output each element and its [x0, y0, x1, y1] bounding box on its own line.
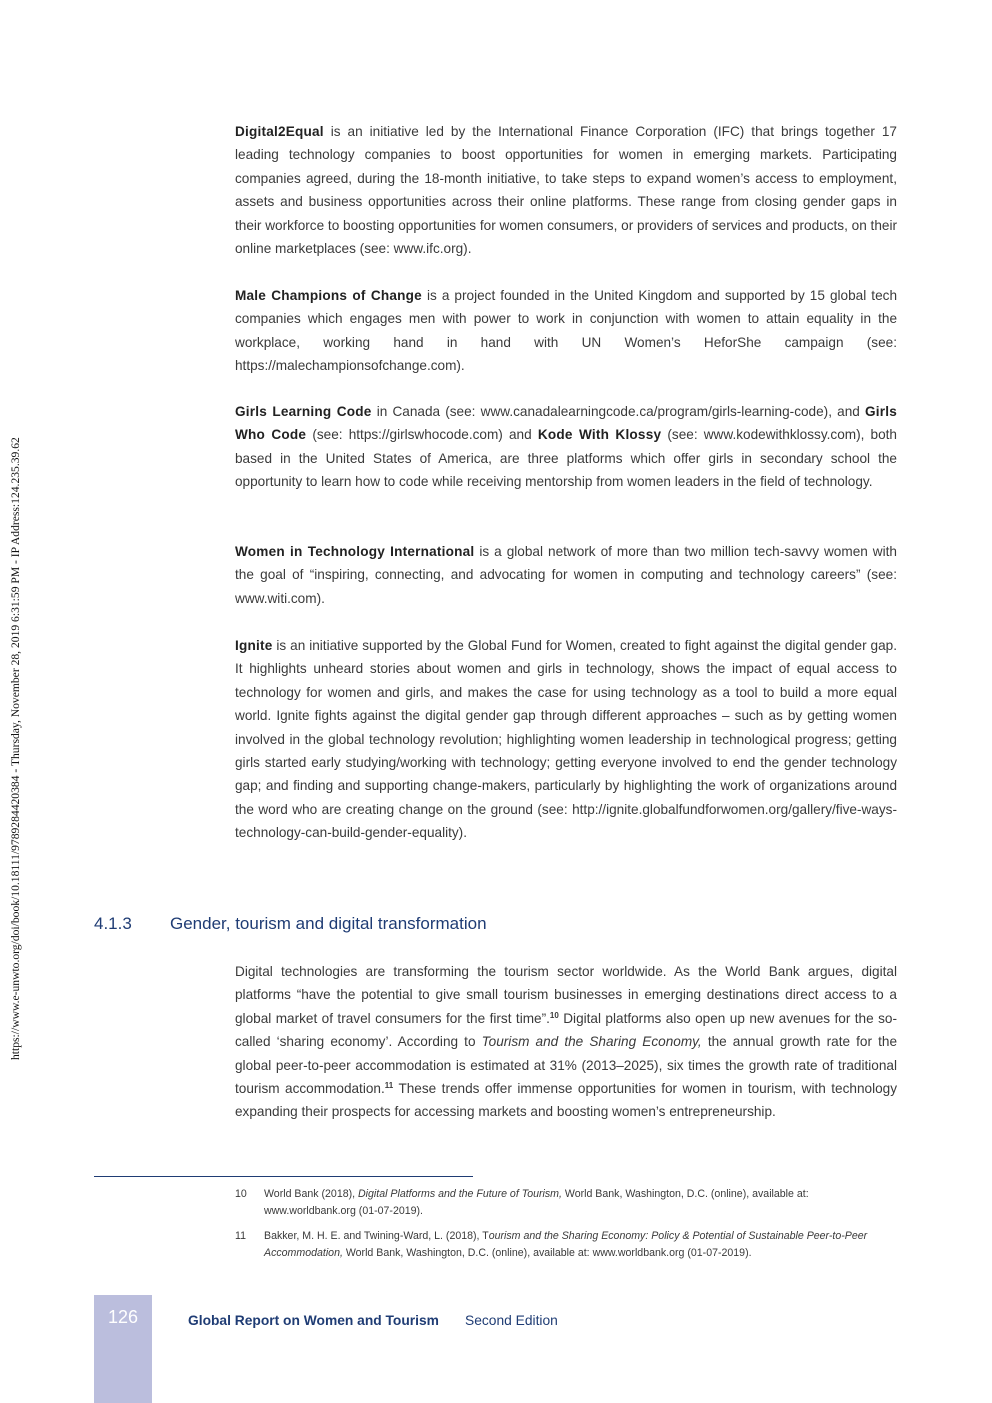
paragraph-lead: Girls Learning Code	[235, 404, 372, 419]
footnote-italic: ourism and the Sharing Economy: Policy & Potential of Sustainable Peer-to-Peer Accommodation,	[264, 1230, 868, 1259]
footnote-text-pre: World Bank (2018),	[264, 1188, 359, 1200]
page-number-tab	[94, 1295, 152, 1403]
footnote-10	[235, 1186, 897, 1219]
footnote-11	[235, 1228, 897, 1261]
paragraph-text: is a project founded in the United Kingdom and supported by 15 global tech companies which engages men with power to work in conjunction with women to attain equality in the workplace, working hand in hand with UN Women’s HeforShe campaign (see: https://malechampionsofchange.com).	[235, 288, 897, 374]
download-watermark: https://www.e-unwto.org/doi/book/10.18111/9789284420384 - Thursday, November 28, 2019 6:31:59 PM - IP Address:124.235.39.62	[9, 437, 22, 1060]
section-body	[235, 960, 897, 1124]
body-text: the annual growth rate for the global peer-to-peer accommodation is estimated at 31% (2013–2025), six times the growth rate of traditional tourism accommodation.	[235, 1034, 898, 1097]
footer-edition: Second Edition	[465, 1313, 558, 1328]
paragraph-digital2equal	[235, 120, 897, 260]
paragraph-lead: Women in Technology International	[235, 544, 475, 559]
paragraph-lead: Ignite	[235, 638, 273, 653]
paragraph-text: in Canada (see: www.canadalearningcode.ca/program/girls-learning-code), and	[371, 404, 866, 419]
body-italic: Tourism and the Sharing Economy,	[481, 1034, 702, 1050]
page-number: 126	[107, 1307, 139, 1327]
footnote-number: 11	[235, 1230, 246, 1242]
footnote-ref: 10	[549, 1010, 559, 1020]
paragraph-text: is an initiative led by the International Finance Corporation (IFC) that brings together 17 leading technology companies to boost opportunities for women in emerging markets. Participating companies agreed, during the 18-month initiative, to take steps to expand women’s access to employment, assets and business opportunities across their online platforms. These range from closing gender gaps in their workforce to boosting opportunities for women consumers, or providers of services and products, on their online marketplaces (see: www.ifc.org).	[235, 124, 897, 257]
paragraph-text: (see: https://girlswhocode.com) and	[306, 427, 538, 443]
paragraph-ignite	[235, 634, 897, 845]
section-heading	[94, 911, 794, 937]
footnote-italic: Digital Platforms and the Future of Tourism,	[358, 1188, 562, 1200]
paragraph-text: (see: www.kodewithklossy.com), both based in the United States of America, are three platforms which offer girls in secondary school the opportunity to learn how to code while receiving mentorship from women leaders in the field of technology.	[235, 427, 897, 490]
section-title: Gender, tourism and digital transformation	[170, 914, 487, 933]
paragraph-lead: Girls Who Code	[235, 404, 897, 443]
body-text: Digital platforms also open up new avenues for the so-called ‘sharing economy’. According to	[235, 1010, 897, 1050]
paragraph-text: is an initiative supported by the Global Fund for Women, created to fight against the digital gender gap. It highlights unheard stories about women and girls in technology, shows the impact of equal access to technology for women and girls, and makes the case for using technology as a tool to build a more equal world. Ignite fights against the digital gender gap through different approaches – such as by getting women involved in the global technology revolution; highlighting women leadership in technological progress; getting girls started early studying/working with technology; getting everyone involved to end the gender technology gap; and finding and supporting change-makers, particularly by highlighting the work of organizations around the word who are creating change on the ground (see: http://ignite.globalfundforwomen.org/gallery/five-ways-technology-can-build-gender-equality).	[235, 638, 897, 841]
footer-report-title: Global Report on Women and Tourism	[188, 1313, 439, 1328]
body-text: These trends offer immense opportunities for women in tourism, with technology expanding their prospects for accessing markets and boosting women’s entrepreneurship.	[235, 1081, 898, 1120]
body-text: Digital technologies are transforming the tourism sector worldwide. As the World Bank argues, digital platforms “have the potential to give small tourism businesses in emerging destinations direct access to a global market of travel consumers for the first time”.	[235, 964, 897, 1026]
paragraph-text: is a global network of more than two million tech-savvy women with the goal of “inspiring, connecting, and advocating for women in computing and technology careers” (see: www.witi.com).	[235, 544, 897, 606]
paragraph-witi	[235, 540, 897, 610]
paragraph-male-champions	[235, 284, 897, 378]
footnote-text-post: World Bank, Washington, D.C. (online), available at: www.worldbank.org (01-07-2019).	[264, 1188, 809, 1217]
footnote-divider	[94, 1176, 473, 1177]
paragraph-girls-code	[235, 400, 897, 494]
footnote-number: 10	[235, 1188, 247, 1200]
footnote-ref: 11	[384, 1081, 394, 1091]
paragraph-lead: Digital2Equal	[235, 124, 324, 139]
footnote-text	[264, 1186, 897, 1219]
paragraph-lead: Male Champions of Change	[235, 288, 422, 303]
footnote-text-pre: Bakker, M. H. E. and Twining-Ward, L. (2018), T	[264, 1230, 489, 1242]
footnote-text-post: World Bank, Washington, D.C. (online), available at: www.worldbank.org (01-07-2019).	[342, 1246, 752, 1259]
paragraph-lead: Kode With Klossy	[537, 427, 662, 443]
section-number: 4.1.3	[94, 914, 132, 933]
footnote-text	[264, 1228, 897, 1261]
